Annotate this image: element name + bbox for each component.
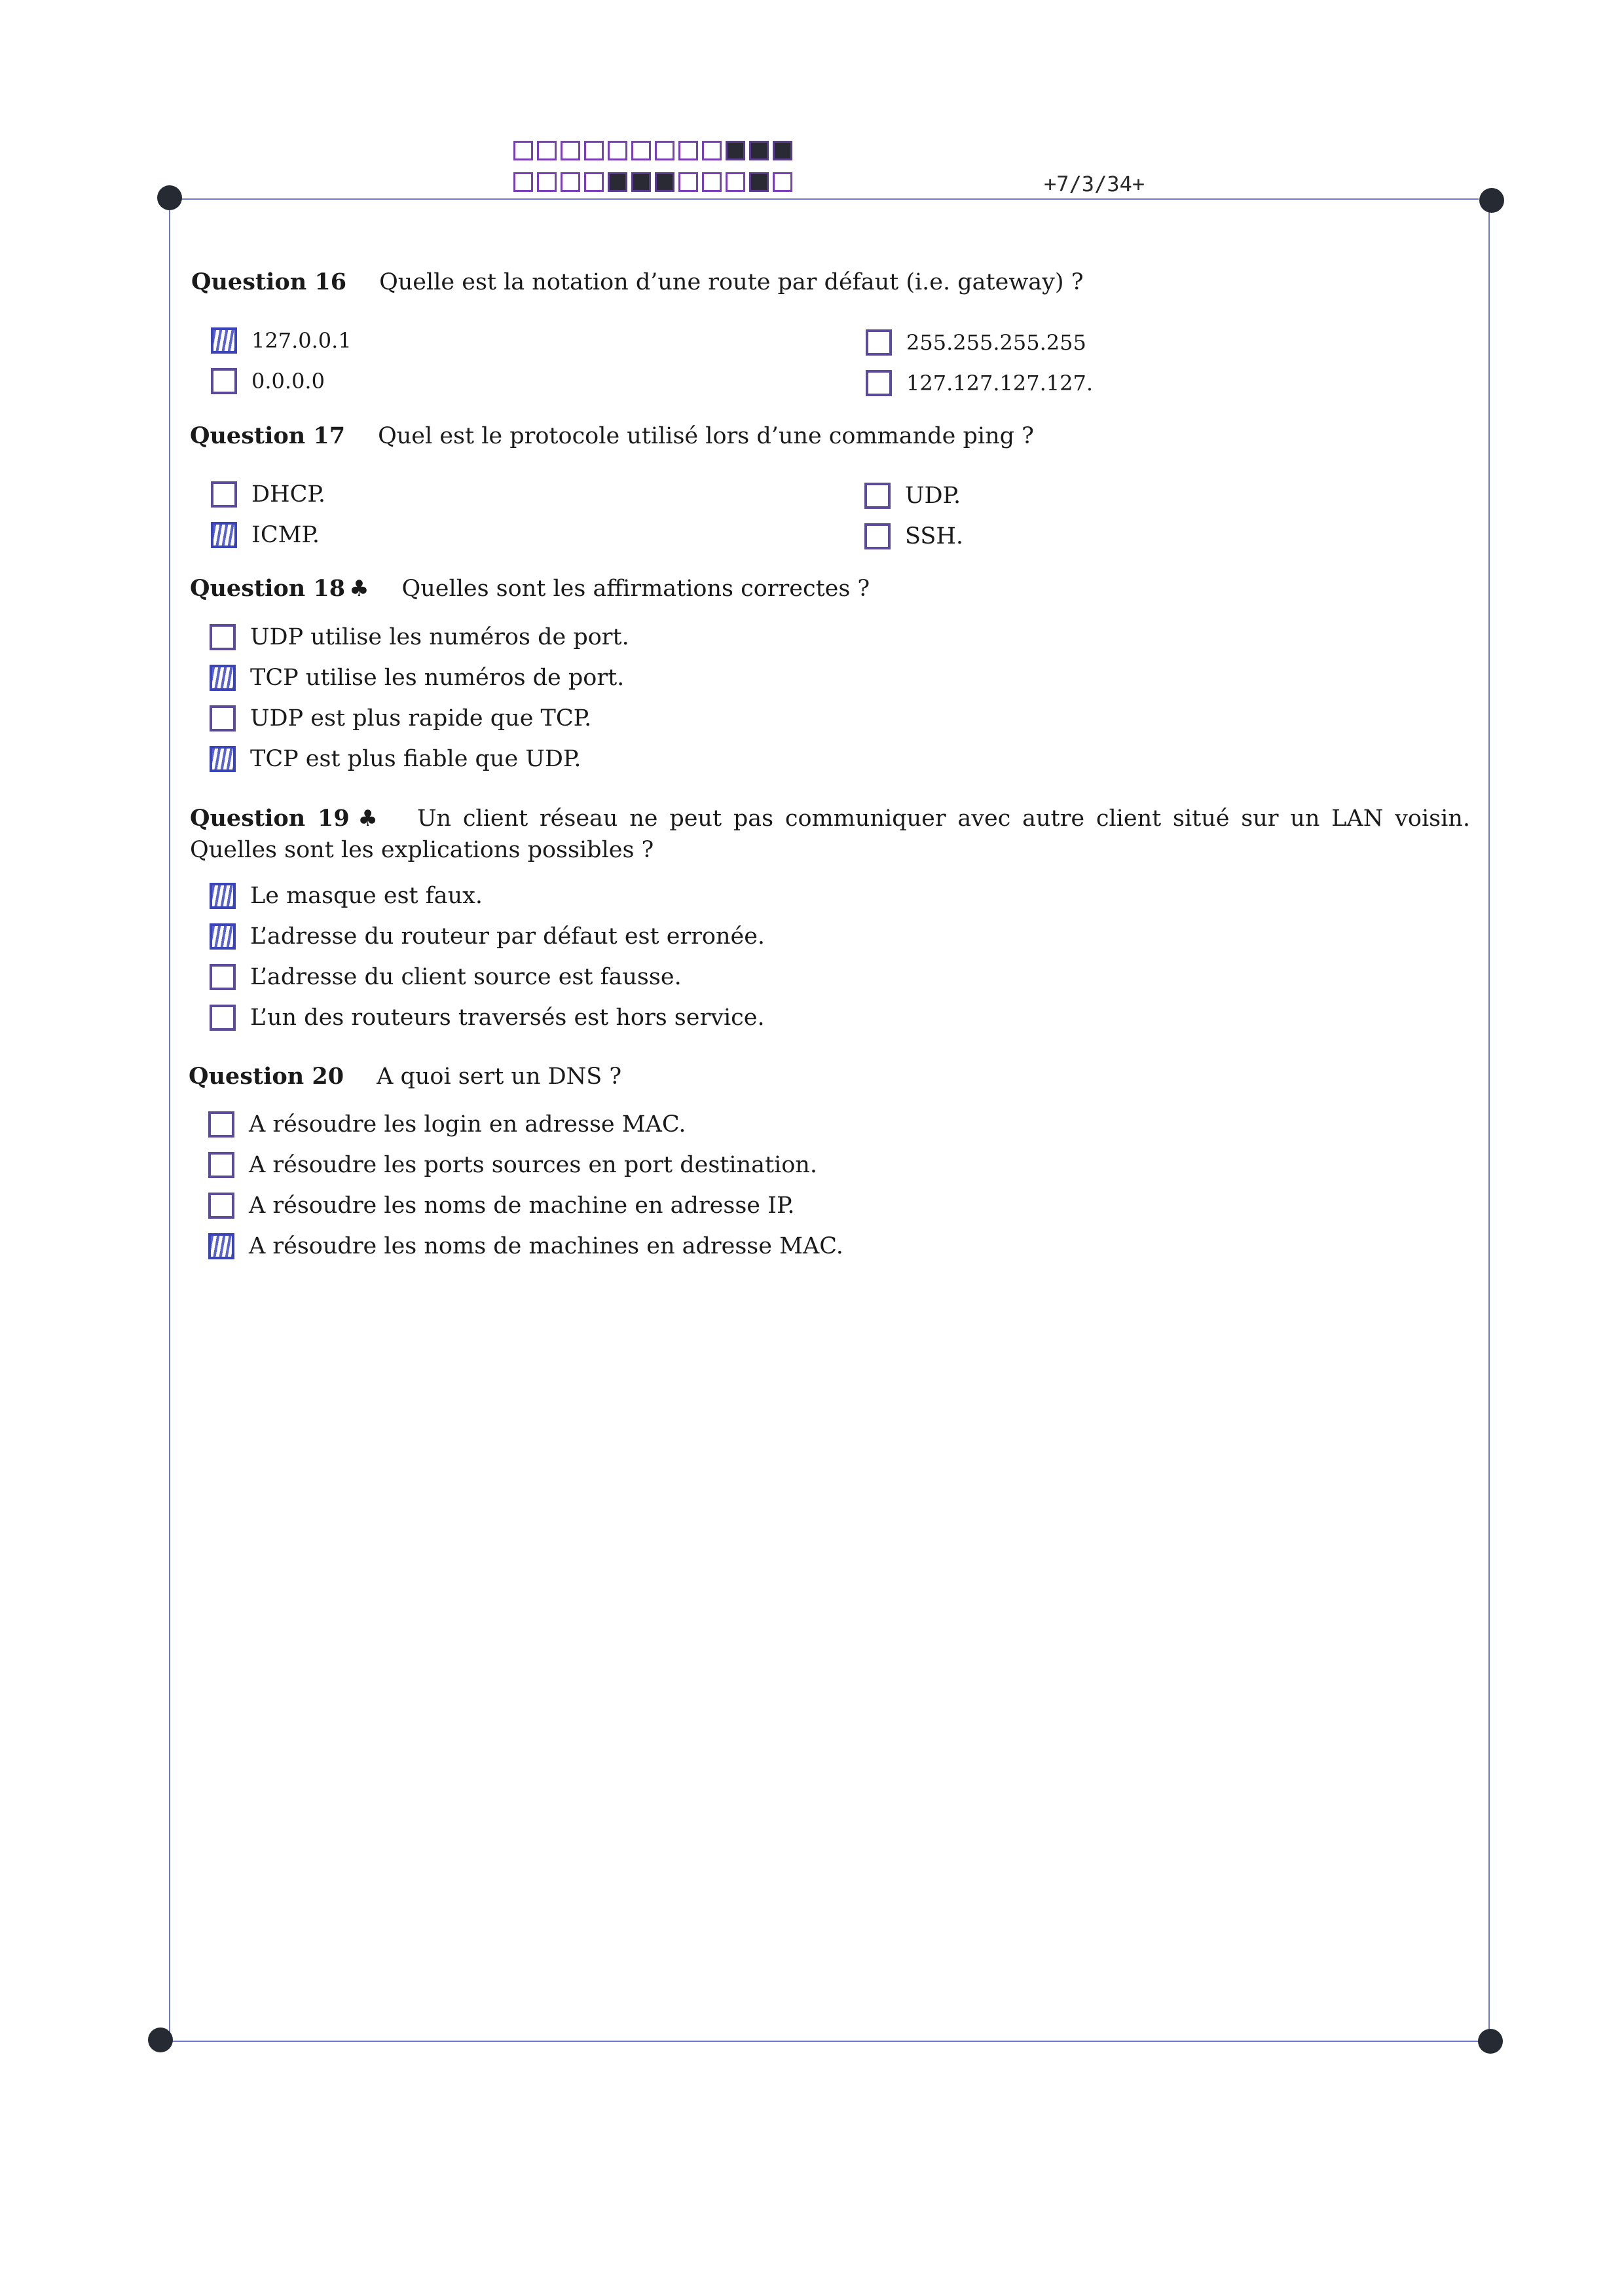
answer-label: L’adresse du routeur par défaut est erronée.	[250, 923, 766, 950]
checkbox[interactable]	[210, 705, 236, 731]
answer-q18-d[interactable]	[210, 746, 581, 772]
code-cell	[678, 172, 698, 192]
code-cell	[655, 141, 674, 160]
code-cell	[749, 172, 769, 192]
code-cell	[655, 172, 674, 192]
corner-mark-top-left	[157, 185, 182, 210]
code-cell	[678, 141, 698, 160]
answer-label: L’un des routeurs traversés est hors service.	[250, 1005, 765, 1031]
question-label: Question 19	[190, 805, 350, 832]
frame-right-line	[1488, 198, 1490, 2041]
answer-q19-a[interactable]	[210, 883, 483, 909]
answer-label: UDP.	[905, 483, 961, 509]
answer-label: A résoudre les noms de machines en adresse MAC.	[249, 1233, 843, 1259]
question-text: Quel est le protocole utilisé lors d’une commande ping ?	[378, 423, 1034, 449]
answer-label: TCP est plus fiable que UDP.	[250, 746, 581, 772]
answer-q18-a[interactable]	[210, 624, 629, 650]
answer-q20-c[interactable]	[208, 1193, 795, 1219]
code-cell	[608, 141, 627, 160]
answer-label: SSH.	[905, 523, 963, 549]
corner-mark-bottom-right	[1478, 2029, 1503, 2054]
checkbox[interactable]	[210, 923, 236, 950]
checkbox[interactable]	[210, 665, 236, 691]
multiple-answer-club-icon: ♣	[353, 805, 382, 832]
answer-q20-a[interactable]	[208, 1111, 686, 1138]
multiple-answer-club-icon: ♣	[349, 576, 369, 602]
question-17	[190, 421, 1034, 451]
checkbox[interactable]	[864, 523, 891, 549]
code-cell	[561, 172, 580, 192]
frame-top-line	[172, 198, 1479, 200]
answer-q20-b[interactable]	[208, 1152, 817, 1178]
answer-label: DHCP.	[251, 481, 325, 508]
question-text: Quelle est la notation d’une route par défaut (i.e. gateway) ?	[379, 269, 1084, 295]
code-cell	[584, 172, 604, 192]
answer-label: 0.0.0.0	[251, 369, 325, 394]
question-20	[189, 1062, 621, 1092]
page-id: +7/3/34+	[1044, 172, 1145, 196]
answer-label: A résoudre les login en adresse MAC.	[249, 1111, 686, 1138]
question-19	[190, 803, 1470, 866]
checkbox[interactable]	[210, 883, 236, 909]
question-label: Question 20	[189, 1063, 344, 1090]
answer-q19-b[interactable]	[210, 923, 765, 950]
code-cell	[608, 172, 627, 192]
checkbox[interactable]	[866, 370, 892, 396]
answer-q18-c[interactable]	[210, 705, 591, 731]
answer-q19-c[interactable]	[210, 964, 682, 990]
code-cell	[584, 141, 604, 160]
answer-q20-d[interactable]	[208, 1233, 843, 1259]
answer-q16-c[interactable]	[866, 329, 1086, 356]
code-cell	[537, 172, 557, 192]
answer-q16-d[interactable]	[866, 370, 1093, 396]
frame-bottom-line	[162, 2041, 1479, 2042]
code-row-bottom	[513, 172, 796, 192]
answer-label: 255.255.255.255	[906, 330, 1086, 355]
checkbox[interactable]	[211, 481, 237, 508]
answer-label: UDP utilise les numéros de port.	[250, 624, 629, 650]
answer-q17-c[interactable]	[864, 483, 961, 509]
question-18	[190, 574, 870, 604]
question-text: A quoi sert un DNS ?	[377, 1064, 622, 1090]
answer-q16-a[interactable]	[211, 327, 352, 354]
checkbox[interactable]	[211, 522, 237, 548]
code-cell	[773, 141, 792, 160]
answer-label: L’adresse du client source est fausse.	[250, 964, 682, 990]
code-cell	[537, 141, 557, 160]
checkbox[interactable]	[866, 329, 892, 356]
code-cell	[631, 141, 651, 160]
answer-label: A résoudre les ports sources en port destination.	[249, 1152, 817, 1178]
question-label: Question 18	[190, 575, 346, 602]
answer-label: 127.127.127.127.	[906, 371, 1093, 396]
code-cell	[749, 141, 769, 160]
answer-q18-b[interactable]	[210, 665, 624, 691]
code-cell	[513, 172, 533, 192]
answer-label: ICMP.	[251, 522, 320, 548]
corner-mark-bottom-left	[148, 2028, 173, 2052]
code-cell	[513, 141, 533, 160]
checkbox[interactable]	[210, 624, 236, 650]
answer-q19-d[interactable]	[210, 1005, 765, 1031]
checkbox[interactable]	[208, 1193, 234, 1219]
checkbox[interactable]	[208, 1233, 234, 1259]
answer-q17-d[interactable]	[864, 523, 963, 549]
code-row-top	[513, 141, 796, 160]
code-cell	[773, 172, 792, 192]
checkbox[interactable]	[211, 327, 237, 354]
code-cell	[726, 141, 745, 160]
answer-q17-b[interactable]	[211, 522, 320, 548]
checkbox[interactable]	[864, 483, 891, 509]
checkbox[interactable]	[211, 368, 237, 394]
answer-label: Le masque est faux.	[250, 883, 483, 909]
checkbox[interactable]	[208, 1111, 234, 1138]
checkbox[interactable]	[210, 746, 236, 772]
answer-label: TCP utilise les numéros de port.	[250, 665, 625, 691]
code-cell	[561, 141, 580, 160]
answer-q17-a[interactable]	[211, 481, 325, 508]
checkbox[interactable]	[210, 964, 236, 990]
code-cell	[702, 141, 722, 160]
answer-label: UDP est plus rapide que TCP.	[250, 705, 592, 731]
code-cell	[702, 172, 722, 192]
question-label: Question 16	[191, 268, 347, 295]
answer-label: A résoudre les noms de machine en adresse IP.	[249, 1193, 795, 1219]
question-label: Question 17	[190, 422, 346, 449]
question-text: Un client réseau ne peut pas communiquer avec autre client situé sur un LAN voisin. Quelles sont les explications possibles ?	[190, 805, 1470, 863]
answer-label: 127.0.0.1	[251, 328, 352, 353]
question-text: Quelles sont les affirmations correctes ?	[401, 576, 870, 602]
question-16	[191, 267, 1083, 297]
code-cell	[726, 172, 745, 192]
checkbox[interactable]	[208, 1152, 234, 1178]
corner-mark-top-right	[1479, 188, 1504, 213]
frame-left-line	[169, 198, 170, 2041]
answer-q16-b[interactable]	[211, 368, 325, 394]
code-cell	[631, 172, 651, 192]
checkbox[interactable]	[210, 1005, 236, 1031]
